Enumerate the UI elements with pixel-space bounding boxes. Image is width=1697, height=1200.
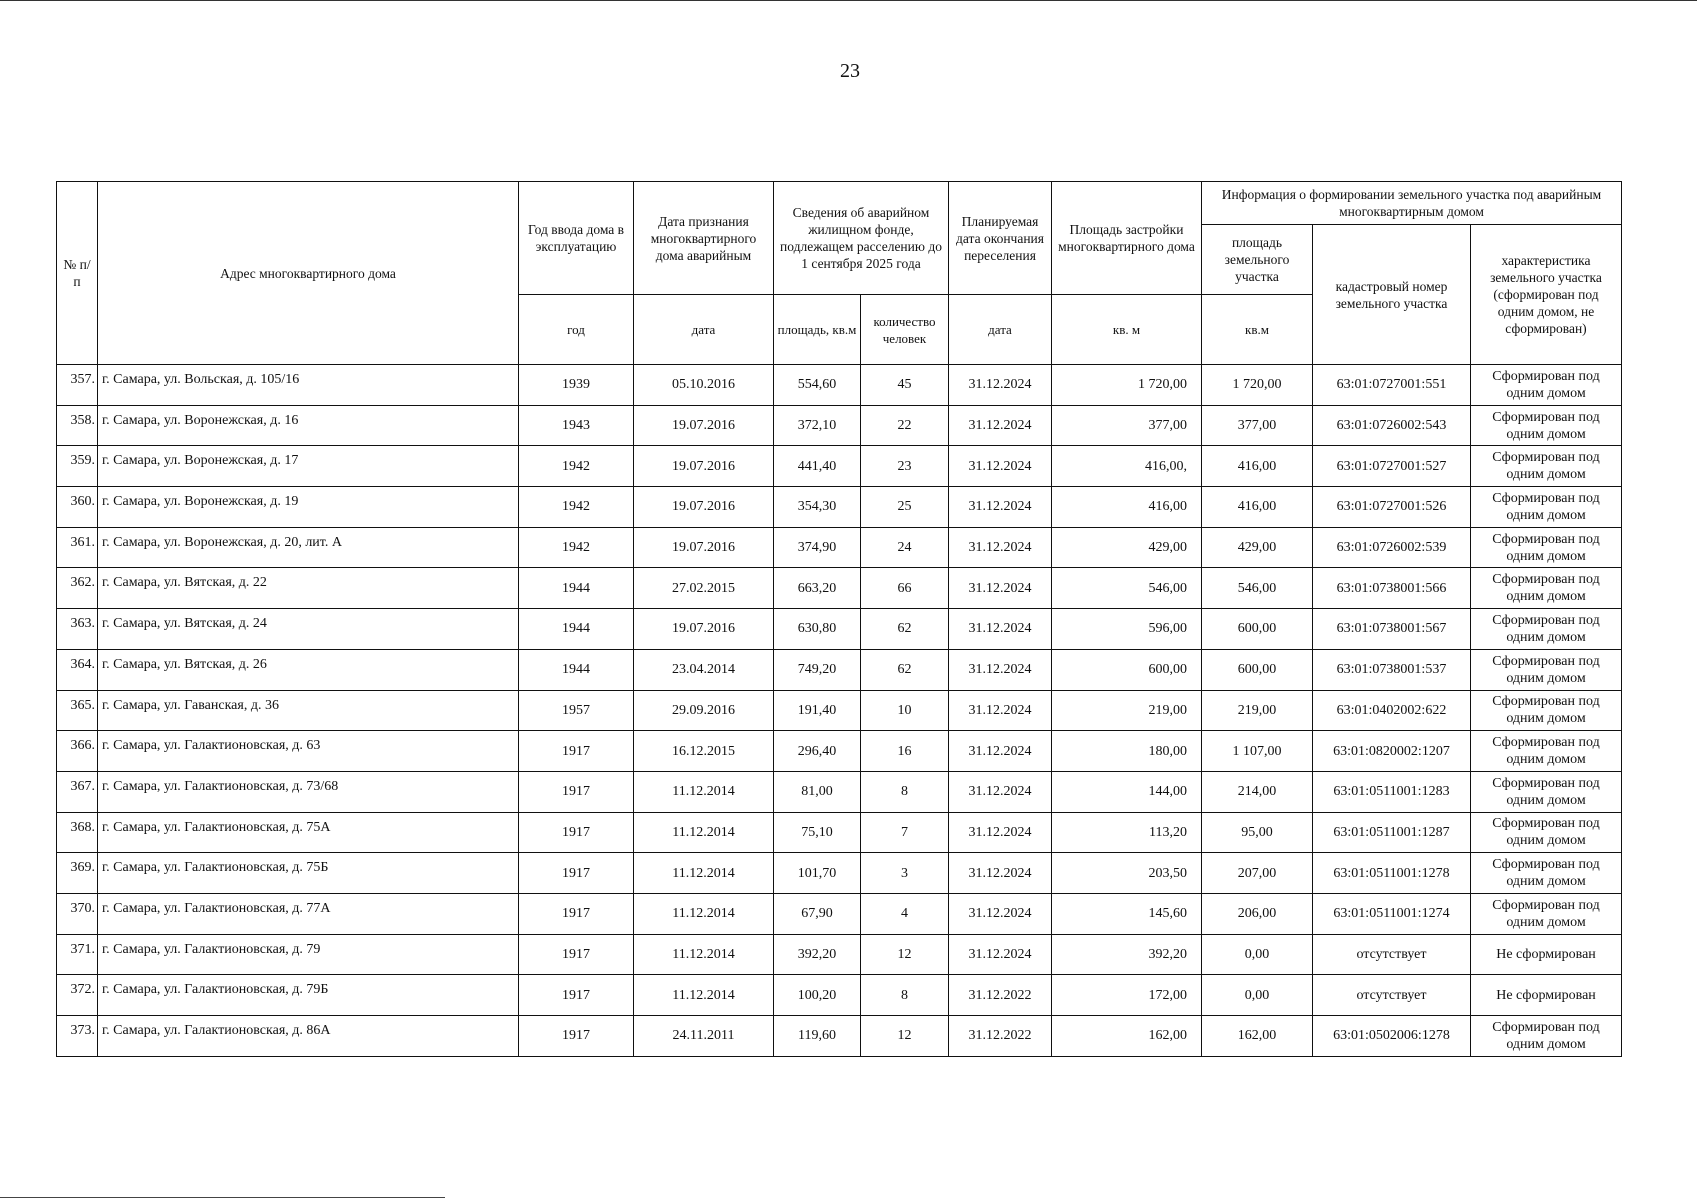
- cell-land: 1 720,00: [1202, 365, 1313, 406]
- cell-built: 180,00: [1052, 731, 1202, 772]
- cell-planned: 31.12.2024: [949, 853, 1052, 894]
- unit-built-area: кв. м: [1052, 295, 1202, 365]
- cell-built: 145,60: [1052, 893, 1202, 934]
- cell-date: 05.10.2016: [634, 365, 774, 406]
- cell-area: 75,10: [774, 812, 861, 853]
- cell-year: 1917: [519, 1016, 634, 1057]
- cell-cadastral: 63:01:0738001:567: [1313, 609, 1471, 650]
- table-body: [57, 365, 1622, 1057]
- cell-planned: 31.12.2024: [949, 405, 1052, 446]
- cell-planned: 31.12.2022: [949, 975, 1052, 1016]
- cell-num: 369.: [57, 853, 98, 894]
- cell-people: 25: [861, 487, 949, 528]
- cell-year: 1917: [519, 853, 634, 894]
- cell-planned: 31.12.2024: [949, 812, 1052, 853]
- cell-planned: 31.12.2024: [949, 690, 1052, 731]
- cell-area: 749,20: [774, 649, 861, 690]
- top-border-line: [0, 0, 1697, 1]
- cell-people: 62: [861, 609, 949, 650]
- cell-people: 66: [861, 568, 949, 609]
- cell-date: 11.12.2014: [634, 975, 774, 1016]
- table-row: [57, 690, 1622, 731]
- cell-num: 363.: [57, 609, 98, 650]
- cell-area: 392,20: [774, 934, 861, 975]
- cell-cadastral: 63:01:0738001:566: [1313, 568, 1471, 609]
- cell-year: 1944: [519, 568, 634, 609]
- cell-date: 19.07.2016: [634, 609, 774, 650]
- cell-address: г. Самара, ул. Галактионовская, д. 73/68: [98, 771, 519, 812]
- cell-characteristic: Сформирован под одним домом: [1471, 649, 1622, 690]
- cell-area: 100,20: [774, 975, 861, 1016]
- cell-people: 23: [861, 446, 949, 487]
- cell-address: г. Самара, ул. Галактионовская, д. 75Б: [98, 853, 519, 894]
- cell-land: 600,00: [1202, 609, 1313, 650]
- cell-year: 1944: [519, 609, 634, 650]
- cell-land: 1 107,00: [1202, 731, 1313, 772]
- cell-planned: 31.12.2024: [949, 893, 1052, 934]
- cell-area: 67,90: [774, 893, 861, 934]
- unit-date: дата: [634, 295, 774, 365]
- cell-cadastral: 63:01:0726002:539: [1313, 527, 1471, 568]
- cell-built: 429,00: [1052, 527, 1202, 568]
- table-header: [57, 182, 1622, 365]
- cell-date: 19.07.2016: [634, 405, 774, 446]
- header-recognition-date: Дата признания многоквартирного дома аварийным: [634, 182, 774, 295]
- header-address: Адрес многоквартирного дома: [98, 182, 519, 365]
- cell-planned: 31.12.2024: [949, 365, 1052, 406]
- cell-num: 358.: [57, 405, 98, 446]
- cell-address: г. Самара, ул. Гаванская, д. 36: [98, 690, 519, 731]
- cell-planned: 31.12.2024: [949, 934, 1052, 975]
- cell-date: 11.12.2014: [634, 934, 774, 975]
- emergency-housing-table: [56, 181, 1622, 1057]
- cell-cadastral: 63:01:0727001:551: [1313, 365, 1471, 406]
- cell-land: 546,00: [1202, 568, 1313, 609]
- cell-num: 366.: [57, 731, 98, 772]
- cell-date: 27.02.2015: [634, 568, 774, 609]
- cell-built: 392,20: [1052, 934, 1202, 975]
- cell-year: 1939: [519, 365, 634, 406]
- cell-year: 1942: [519, 446, 634, 487]
- cell-people: 10: [861, 690, 949, 731]
- cell-land: 377,00: [1202, 405, 1313, 446]
- cell-year: 1917: [519, 771, 634, 812]
- cell-area: 663,20: [774, 568, 861, 609]
- cell-land: 214,00: [1202, 771, 1313, 812]
- cell-built: 1 720,00: [1052, 365, 1202, 406]
- cell-address: г. Самара, ул. Вятская, д. 22: [98, 568, 519, 609]
- cell-built: 416,00,: [1052, 446, 1202, 487]
- unit-planned-date: дата: [949, 295, 1052, 365]
- cell-built: 600,00: [1052, 649, 1202, 690]
- table-row: [57, 731, 1622, 772]
- header-land-info: Информация о формировании земельного участка под аварийным многоквартирным домом: [1202, 182, 1622, 225]
- table-row: [57, 446, 1622, 487]
- unit-year: год: [519, 295, 634, 365]
- cell-characteristic: Сформирован под одним домом: [1471, 690, 1622, 731]
- cell-land: 600,00: [1202, 649, 1313, 690]
- table-row: [57, 975, 1622, 1016]
- cell-characteristic: Сформирован под одним домом: [1471, 853, 1622, 894]
- cell-land: 95,00: [1202, 812, 1313, 853]
- cell-characteristic: Не сформирован: [1471, 975, 1622, 1016]
- cell-people: 12: [861, 934, 949, 975]
- cell-num: 364.: [57, 649, 98, 690]
- cell-area: 296,40: [774, 731, 861, 772]
- header-planned-date: Планируемая дата окончания переселения: [949, 182, 1052, 295]
- cell-year: 1943: [519, 405, 634, 446]
- cell-land: 0,00: [1202, 975, 1313, 1016]
- cell-num: 367.: [57, 771, 98, 812]
- cell-year: 1917: [519, 975, 634, 1016]
- cell-characteristic: Сформирован под одним домом: [1471, 365, 1622, 406]
- cell-cadastral: отсутствует: [1313, 975, 1471, 1016]
- cell-date: 19.07.2016: [634, 446, 774, 487]
- cell-year: 1917: [519, 893, 634, 934]
- cell-people: 7: [861, 812, 949, 853]
- table-row: [57, 527, 1622, 568]
- cell-planned: 31.12.2024: [949, 446, 1052, 487]
- cell-address: г. Самара, ул. Вольская, д. 105/16: [98, 365, 519, 406]
- cell-land: 207,00: [1202, 853, 1313, 894]
- cell-area: 81,00: [774, 771, 861, 812]
- cell-date: 11.12.2014: [634, 771, 774, 812]
- cell-people: 3: [861, 853, 949, 894]
- cell-characteristic: Сформирован под одним домом: [1471, 812, 1622, 853]
- cell-area: 374,90: [774, 527, 861, 568]
- header-num: № п/п: [57, 182, 98, 365]
- cell-num: 359.: [57, 446, 98, 487]
- cell-year: 1944: [519, 649, 634, 690]
- cell-built: 377,00: [1052, 405, 1202, 446]
- cell-date: 19.07.2016: [634, 527, 774, 568]
- table-row: [57, 487, 1622, 528]
- header-characteristic: характеристика земельного участка (сформирован под одним домом, не сформирован): [1471, 225, 1622, 365]
- cell-land: 219,00: [1202, 690, 1313, 731]
- cell-built: 416,00: [1052, 487, 1202, 528]
- cell-planned: 31.12.2024: [949, 527, 1052, 568]
- header-built-area: Площадь застройки многоквартирного дома: [1052, 182, 1202, 295]
- cell-date: 19.07.2016: [634, 487, 774, 528]
- table-row: [57, 893, 1622, 934]
- cell-built: 162,00: [1052, 1016, 1202, 1057]
- table-row: [57, 649, 1622, 690]
- cell-people: 12: [861, 1016, 949, 1057]
- table-row: [57, 365, 1622, 406]
- header-land-area: площадь земельного участка: [1202, 225, 1313, 295]
- cell-address: г. Самара, ул. Галактионовская, д. 79Б: [98, 975, 519, 1016]
- cell-characteristic: Сформирован под одним домом: [1471, 568, 1622, 609]
- cell-land: 429,00: [1202, 527, 1313, 568]
- header-year: Год ввода дома в эксплуатацию: [519, 182, 634, 295]
- cell-num: 371.: [57, 934, 98, 975]
- cell-people: 4: [861, 893, 949, 934]
- cell-num: 372.: [57, 975, 98, 1016]
- cell-area: 630,80: [774, 609, 861, 650]
- cell-date: 24.11.2011: [634, 1016, 774, 1057]
- cell-area: 441,40: [774, 446, 861, 487]
- cell-year: 1957: [519, 690, 634, 731]
- cell-address: г. Самара, ул. Галактионовская, д. 75А: [98, 812, 519, 853]
- cell-land: 0,00: [1202, 934, 1313, 975]
- header-emergency-fund: Сведения об аварийном жилищном фонде, подлежащем расселению до 1 сентября 2025 года: [774, 182, 949, 295]
- cell-built: 144,00: [1052, 771, 1202, 812]
- cell-planned: 31.12.2022: [949, 1016, 1052, 1057]
- page-number: 23: [840, 60, 860, 82]
- cell-cadastral: отсутствует: [1313, 934, 1471, 975]
- cell-date: 11.12.2014: [634, 812, 774, 853]
- cell-address: г. Самара, ул. Воронежская, д. 19: [98, 487, 519, 528]
- cell-area: 354,30: [774, 487, 861, 528]
- cell-characteristic: Сформирован под одним домом: [1471, 893, 1622, 934]
- table-row: [57, 934, 1622, 975]
- cell-characteristic: Сформирован под одним домом: [1471, 527, 1622, 568]
- cell-num: 360.: [57, 487, 98, 528]
- cell-area: 119,60: [774, 1016, 861, 1057]
- cell-planned: 31.12.2024: [949, 731, 1052, 772]
- cell-characteristic: Сформирован под одним домом: [1471, 609, 1622, 650]
- cell-num: 357.: [57, 365, 98, 406]
- cell-planned: 31.12.2024: [949, 649, 1052, 690]
- cell-built: 113,20: [1052, 812, 1202, 853]
- cell-characteristic: Сформирован под одним домом: [1471, 405, 1622, 446]
- cell-built: 203,50: [1052, 853, 1202, 894]
- table-row: [57, 609, 1622, 650]
- cell-num: 373.: [57, 1016, 98, 1057]
- cell-cadastral: 63:01:0402002:622: [1313, 690, 1471, 731]
- cell-date: 11.12.2014: [634, 853, 774, 894]
- cell-year: 1942: [519, 487, 634, 528]
- cell-cadastral: 63:01:0511001:1283: [1313, 771, 1471, 812]
- cell-address: г. Самара, ул. Галактионовская, д. 79: [98, 934, 519, 975]
- table-row: [57, 853, 1622, 894]
- cell-cadastral: 63:01:0738001:537: [1313, 649, 1471, 690]
- cell-area: 101,70: [774, 853, 861, 894]
- cell-cadastral: 63:01:0727001:527: [1313, 446, 1471, 487]
- table-row: [57, 812, 1622, 853]
- unit-people: количество человек: [861, 295, 949, 365]
- cell-address: г. Самара, ул. Вятская, д. 24: [98, 609, 519, 650]
- cell-address: г. Самара, ул. Галактионовская, д. 86А: [98, 1016, 519, 1057]
- header-cadastral: кадастровый номер земельного участка: [1313, 225, 1471, 365]
- cell-address: г. Самара, ул. Галактионовская, д. 77А: [98, 893, 519, 934]
- cell-area: 191,40: [774, 690, 861, 731]
- cell-num: 365.: [57, 690, 98, 731]
- cell-people: 45: [861, 365, 949, 406]
- cell-people: 16: [861, 731, 949, 772]
- cell-address: г. Самара, ул. Воронежская, д. 17: [98, 446, 519, 487]
- cell-year: 1917: [519, 934, 634, 975]
- cell-people: 62: [861, 649, 949, 690]
- unit-land-area: кв.м: [1202, 295, 1313, 365]
- cell-people: 8: [861, 771, 949, 812]
- cell-date: 23.04.2014: [634, 649, 774, 690]
- cell-date: 11.12.2014: [634, 893, 774, 934]
- cell-cadastral: 63:01:0726002:543: [1313, 405, 1471, 446]
- cell-year: 1942: [519, 527, 634, 568]
- cell-cadastral: 63:01:0511001:1278: [1313, 853, 1471, 894]
- cell-characteristic: Сформирован под одним домом: [1471, 731, 1622, 772]
- cell-address: г. Самара, ул. Воронежская, д. 16: [98, 405, 519, 446]
- cell-planned: 31.12.2024: [949, 771, 1052, 812]
- cell-land: 416,00: [1202, 446, 1313, 487]
- cell-area: 554,60: [774, 365, 861, 406]
- cell-characteristic: Сформирован под одним домом: [1471, 446, 1622, 487]
- cell-num: 361.: [57, 527, 98, 568]
- bottom-border-line: [0, 1197, 445, 1198]
- cell-planned: 31.12.2024: [949, 487, 1052, 528]
- table-row: [57, 405, 1622, 446]
- cell-cadastral: 63:01:0511001:1287: [1313, 812, 1471, 853]
- cell-built: 172,00: [1052, 975, 1202, 1016]
- cell-area: 372,10: [774, 405, 861, 446]
- unit-area: площадь, кв.м: [774, 295, 861, 365]
- cell-people: 24: [861, 527, 949, 568]
- cell-characteristic: Не сформирован: [1471, 934, 1622, 975]
- cell-planned: 31.12.2024: [949, 609, 1052, 650]
- cell-cadastral: 63:01:0727001:526: [1313, 487, 1471, 528]
- cell-num: 370.: [57, 893, 98, 934]
- table-row: [57, 1016, 1622, 1057]
- cell-planned: 31.12.2024: [949, 568, 1052, 609]
- cell-num: 362.: [57, 568, 98, 609]
- cell-date: 29.09.2016: [634, 690, 774, 731]
- cell-land: 416,00: [1202, 487, 1313, 528]
- cell-year: 1917: [519, 731, 634, 772]
- cell-cadastral: 63:01:0820002:1207: [1313, 731, 1471, 772]
- cell-built: 596,00: [1052, 609, 1202, 650]
- cell-cadastral: 63:01:0511001:1274: [1313, 893, 1471, 934]
- cell-characteristic: Сформирован под одним домом: [1471, 487, 1622, 528]
- cell-address: г. Самара, ул. Галактионовская, д. 63: [98, 731, 519, 772]
- cell-characteristic: Сформирован под одним домом: [1471, 1016, 1622, 1057]
- cell-land: 162,00: [1202, 1016, 1313, 1057]
- cell-cadastral: 63:01:0502006:1278: [1313, 1016, 1471, 1057]
- cell-num: 368.: [57, 812, 98, 853]
- cell-year: 1917: [519, 812, 634, 853]
- table-row: [57, 568, 1622, 609]
- cell-land: 206,00: [1202, 893, 1313, 934]
- cell-address: г. Самара, ул. Вятская, д. 26: [98, 649, 519, 690]
- cell-built: 546,00: [1052, 568, 1202, 609]
- cell-address: г. Самара, ул. Воронежская, д. 20, лит. А: [98, 527, 519, 568]
- cell-characteristic: Сформирован под одним домом: [1471, 771, 1622, 812]
- cell-people: 22: [861, 405, 949, 446]
- cell-built: 219,00: [1052, 690, 1202, 731]
- cell-date: 16.12.2015: [634, 731, 774, 772]
- table-row: [57, 771, 1622, 812]
- cell-people: 8: [861, 975, 949, 1016]
